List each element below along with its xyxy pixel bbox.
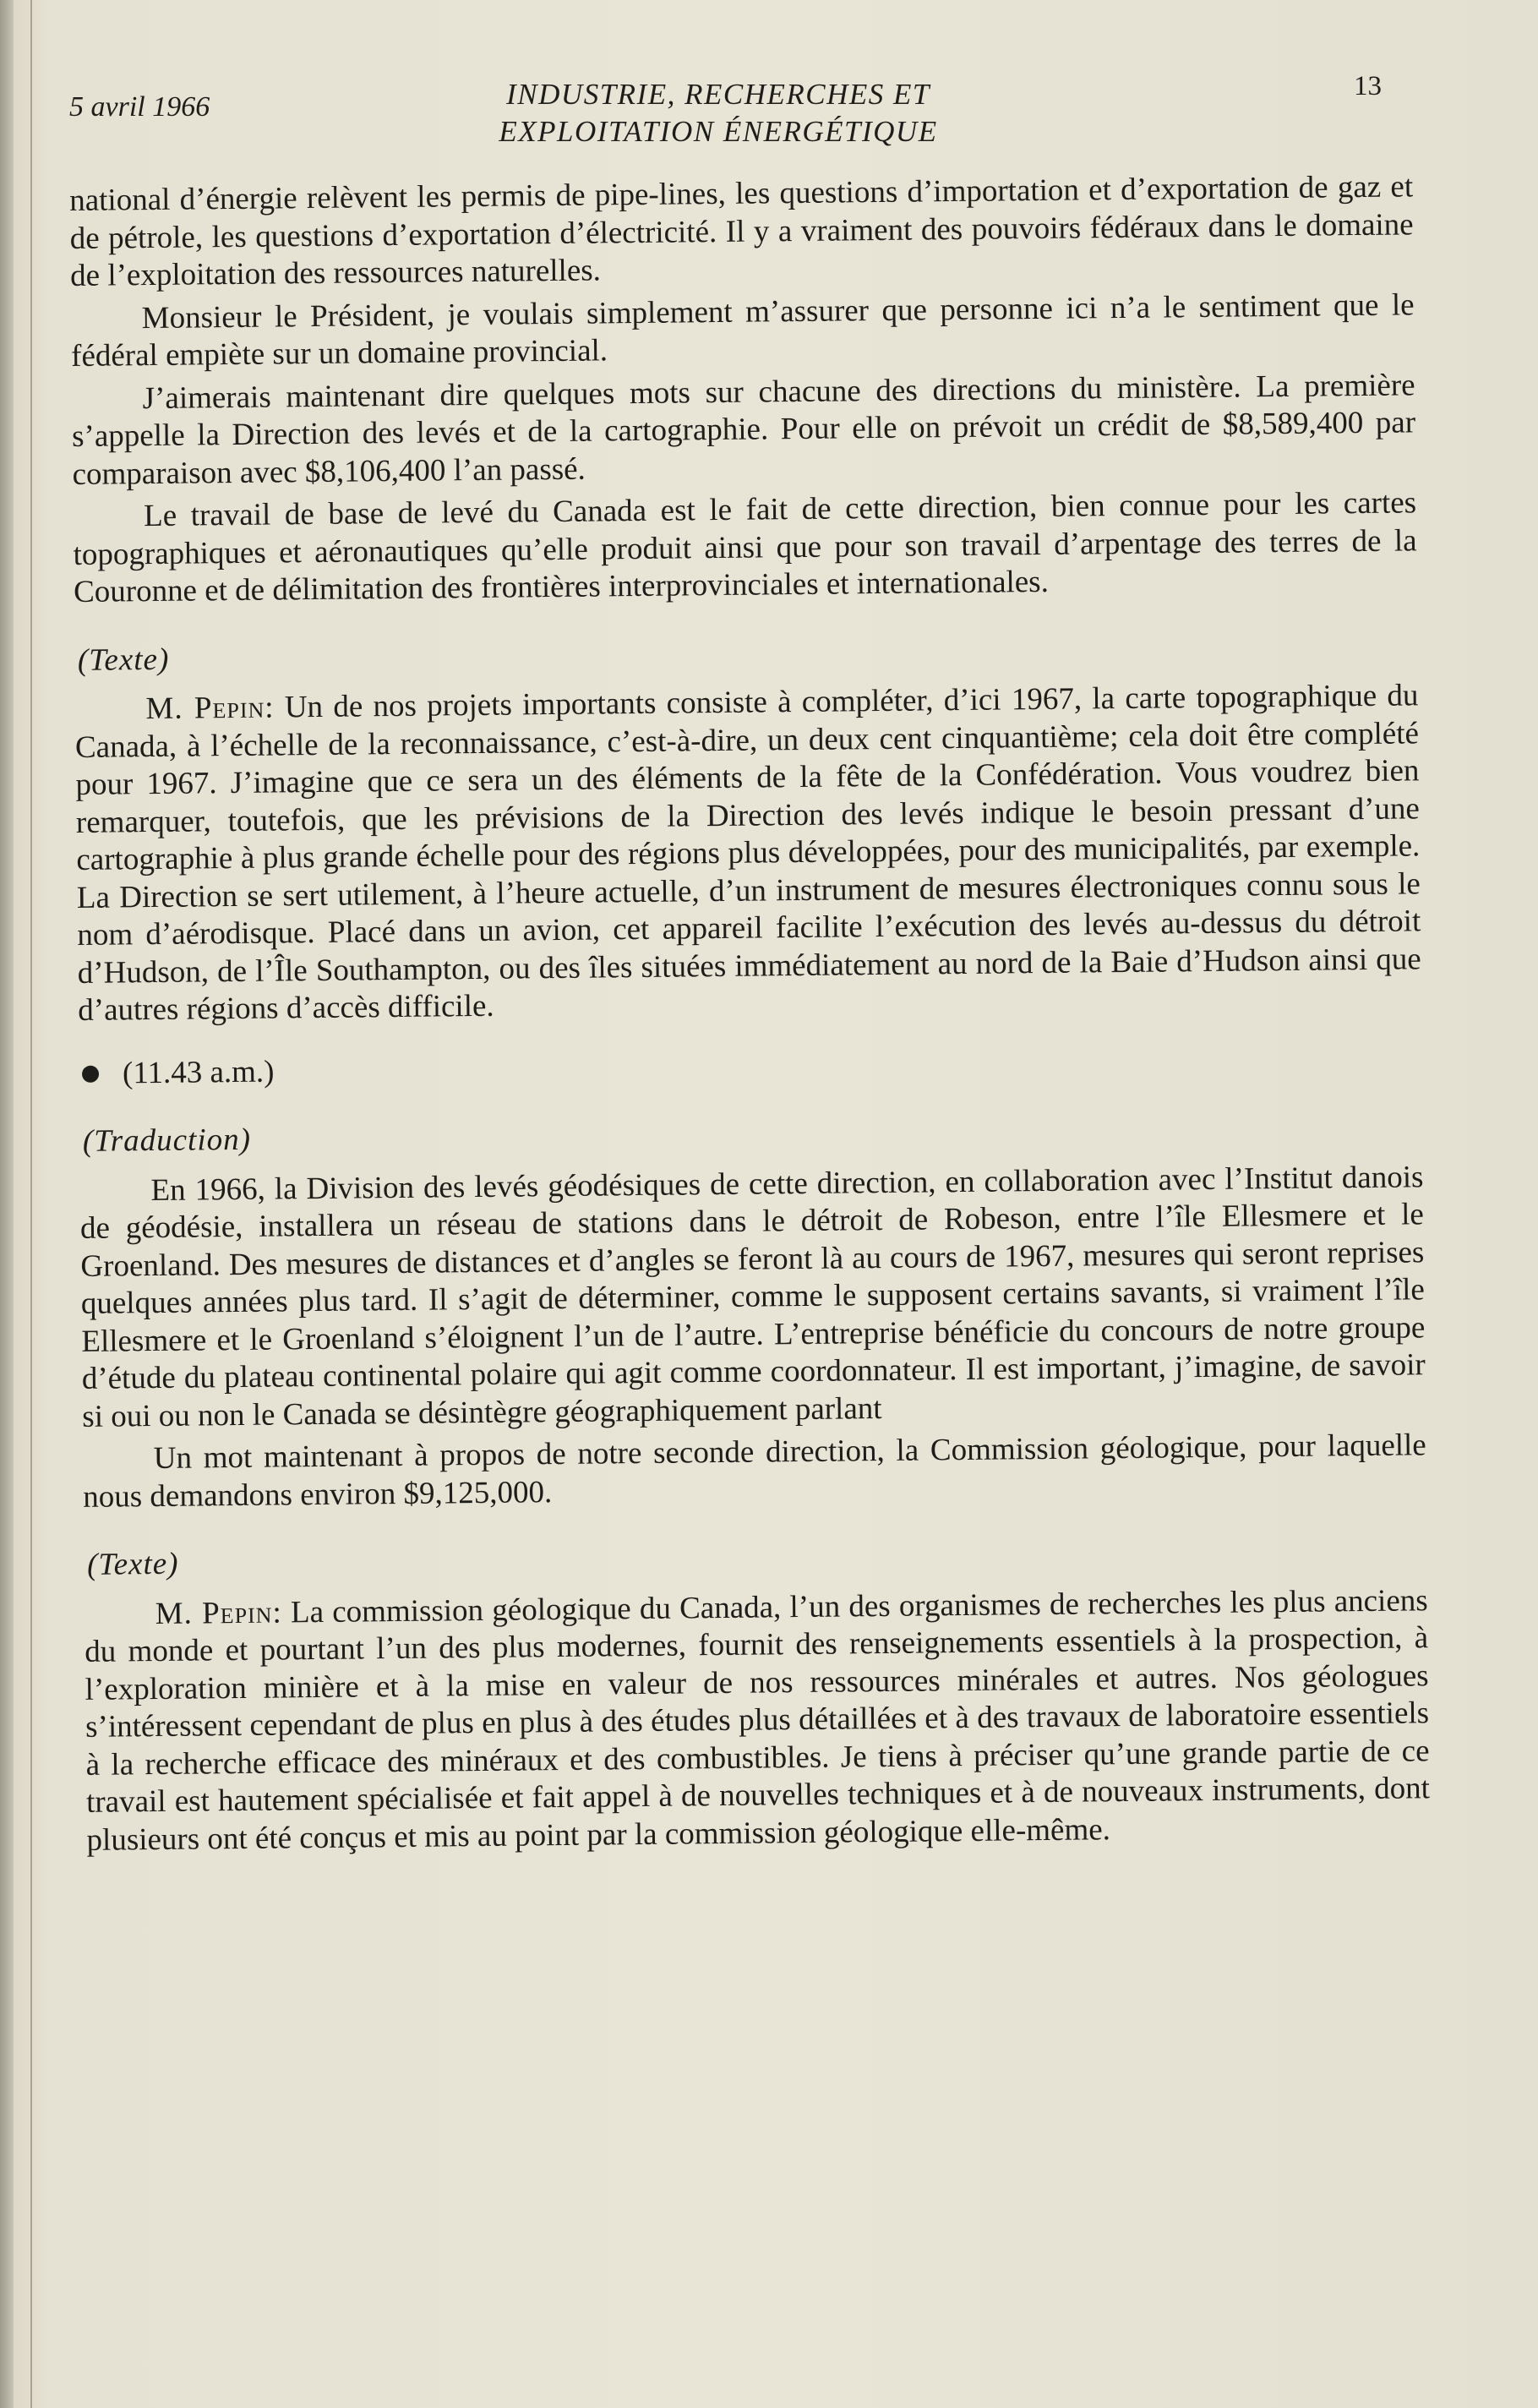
timestamp-text: (11.43 a.m.) [122,1054,275,1090]
header-date: 5 avril 1966 [69,91,210,123]
header-title-line1: INDUSTRIE, RECHERCHES ET [506,78,930,111]
speech-text: La commission géologique du Canada, l’un des organismes de recherches les plus anciens du monde et pourtant l’un des plus modernes, fournit des renseignements essentiels à la prospection, à l’exploration minière et à la mise en valeur de nos ressources minérales et autres. Nos géologues s’intéressent cependant de plus en plus à des études plus détaillées et à des travaux de laboratoire essentiels à la recherche efficace des minéraux et des combustibles. Je tiens à préciser qu’une grande partie de ce travail est hautement spécialisée et fait appel à de nouvelles techniques et à de nouveaux instruments, dont plusieurs ont été conçus et mis au point par la commission géologique elle-même. [84,1582,1431,1858]
page-number: 13 [1354,71,1382,101]
speaker-name: M. Pepin: [145,690,275,727]
paragraph: national d’énergie relèvent les permis de pipe-lines, les questions d’importation et d’exportation de gaz et de pétrole, les questions d’exportation d’électricité. Il y a vraiment des pouvoirs fédéraux dans le domaine de l’exploitation des ressources naturelles. [69,169,1414,293]
page-edge-line [30,0,32,2408]
paragraph: Monsieur le Président, je voulais simplement m’assurer que personne ici n’a le sentiment que le fédéral empiète sur un domaine provincial. [70,287,1415,374]
section-label-text: (Texte) [86,1546,179,1582]
header-title-line2: EXPLOITATION ÉNERGÉTIQUE [499,115,938,148]
running-header [0,0,1538,169]
speaker-name: M. Pepin: [155,1594,282,1631]
speech-text: Un de nos projets importants consiste à compléter, d’ici 1967, la carte topographique du Canada, à l’échelle de la reconnaissance, c’est-à-dire, un deux cent cinquantième; cela doit être complété pour 1967. J’imagine que ce sera un des éléments de la fête de la Confédération. Vous voudrez bien remarquer, toutefois, que les prévisions de la Direction des levés indique le besoin pressant d’une cartographie à plus grande échelle pour des régions plus développées, pour des municipalités, par exemple. La Direction se sert utilement, à l’heure actuelle, d’un instrument de mesures électroniques connu sous le nom d’aérodisque. Placé dans un avion, cet appareil facilite l’exécution des levés au-dessus du détroit d’Hudson, de l’Île Southampton, ou des îles situées immédiatement au nord de la Baie d’Hudson ainsi que d’autres régions d’accès difficile. [74,678,1421,1028]
section-label [78,628,1418,680]
paragraph: Le travail de base de levé du Canada est le fait de cette direction, bien connue pour les cartes topographiques et aéronautiques qu’elle produit ainsi que pour son travail d’arpentage des terres de la Couronne et de délimitation des frontières interprovinciales et internationales. [73,485,1417,609]
section-label [83,1109,1423,1160]
section-label-text: (Traduction) [82,1122,252,1159]
speech-paragraph [74,677,1421,1029]
header-title [414,76,1023,150]
body-text [69,168,1431,1865]
paragraph: En 1966, la Division des levés géodésiques de cette direction, en collaboration avec l’Institut danois de géodésie, installera un réseau de stations dans le détroit de Robeson, entre l’île Ellesmere et le Groenland. Des mesures de distances et d’angles se feront là au cours de 1967, mesures qui seront reprises quelques années plus tard. Il s’agit de déterminer, comme le supposent certains savants, si vraiment l’île Ellesmere et le Groenland s’éloignent l’un de l’autre. L’entreprise bénéficie du concours de notre groupe d’étude du plateau continental polaire qui agit comme coordonnateur. Il est important, j’imagine, de savoir si oui ou non le Canada se désintègre géographiquement parlant [79,1159,1426,1434]
speech-paragraph [85,1582,1431,1859]
paragraph: J’aimerais maintenant dire quelques mots sur chacune des directions du ministère. La première s’appelle la Direction des levés et de la cartographie. Pour elle on prévoit un crédit de $8,589,400 par comparaison avec $8,106,400 l’an passé. [71,367,1416,492]
paragraph: Un mot maintenant à propos de notre seconde direction, la Commission géologique, pour laquelle nous demandons environ $9,125,000. [83,1428,1426,1515]
bullet-icon [82,1065,99,1082]
section-label [87,1532,1427,1584]
book-spine [0,0,14,2408]
timestamp-marker [82,1041,1422,1093]
section-label-text: (Texte) [77,642,170,678]
